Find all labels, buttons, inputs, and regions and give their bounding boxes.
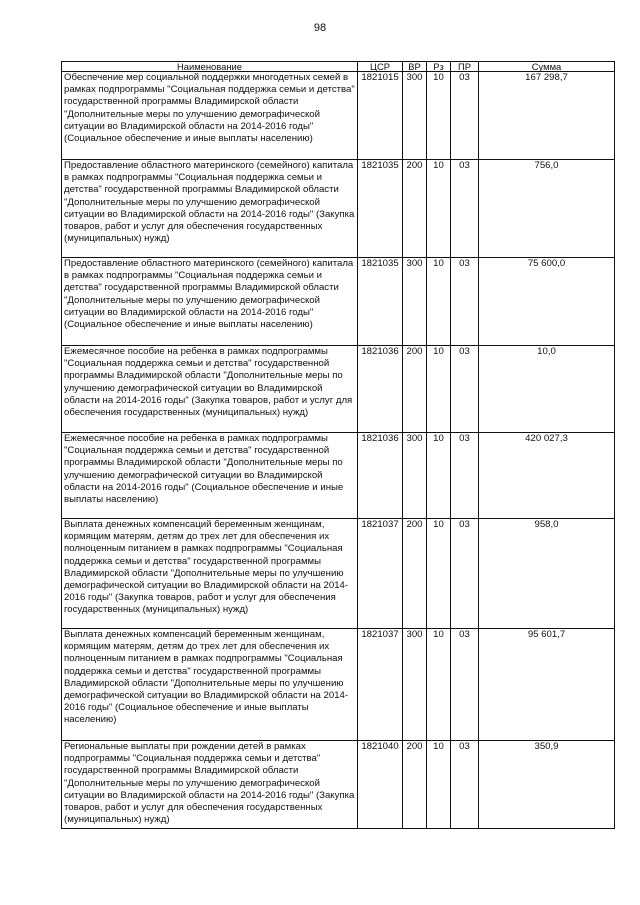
header-pr: ПР [451,62,479,72]
row-pr: 03 [451,519,479,629]
row-rz: 10 [427,258,451,346]
row-pr: 03 [451,741,479,829]
row-rz: 10 [427,160,451,258]
table-row [62,258,615,346]
row-vr: 200 [403,346,427,433]
table-header-row [62,62,615,72]
row-pr: 03 [451,433,479,519]
row-pr: 03 [451,346,479,433]
row-pr: 03 [451,160,479,258]
header-vr: ВР [403,62,427,72]
row-name: Предоставление областного материнского (семейного) капитала в рамках подпрограммы "Социальная поддержка семьи и детства" государственной программы Владимирской области "Дополнительные меры по улучшению демографической ситуации во Владимирской области на 2014-2016 годы" (Закупка товаров, работ и услуг для обеспечения государственных (муниципальных) нужд) [62,160,358,258]
row-name: Ежемесячное пособие на ребенка в рамках подпрограммы "Социальная поддержка семьи и детства" государственной программы Владимирской области "Дополнительные меры по улучшению демографической ситуации во Владимирской области на 2014-2016 годы" (Социальное обеспечение и иные выплаты населению) [62,433,358,519]
row-csr: 1821035 [358,258,403,346]
header-csr: ЦСР [358,62,403,72]
row-rz: 10 [427,629,451,741]
page-number: 98 [313,22,327,34]
row-sum: 756,0 [479,160,615,258]
row-csr: 1821036 [358,346,403,433]
table-row [62,629,615,741]
row-csr: 1821037 [358,629,403,741]
row-rz: 10 [427,72,451,160]
row-vr: 200 [403,519,427,629]
table-row [62,160,615,258]
header-rz: Рз [427,62,451,72]
header-sum: Сумма [479,62,615,72]
row-sum: 350,9 [479,741,615,829]
row-csr: 1821037 [358,519,403,629]
row-csr: 1821015 [358,72,403,160]
row-name: Выплата денежных компенсаций беременным женщинам, кормящим матерям, детям до трех лет для обеспечения их полноценным питанием в рамках подпрограммы "Социальная поддержка семьи и детства" государственной программы Владимирской области "Дополнительные меры по улучшению демографической ситуации во Владимирской области на 2014-2016 годы" (Социальное обеспечение и иные выплаты населению) [62,629,358,741]
row-sum: 95 601,7 [479,629,615,741]
row-pr: 03 [451,258,479,346]
row-sum: 958,0 [479,519,615,629]
row-pr: 03 [451,629,479,741]
row-rz: 10 [427,519,451,629]
table-row [62,346,615,433]
row-vr: 300 [403,258,427,346]
row-name: Ежемесячное пособие на ребенка в рамках подпрограммы "Социальная поддержка семьи и детства" государственной программы Владимирской области "Дополнительные меры по улучшению демографической ситуации во Владимирской области на 2014-2016 годы" (Закупка товаров, работ и услуг для обеспечения государственных (муниципальных) нужд) [62,346,358,433]
table-row [62,519,615,629]
row-sum: 75 600,0 [479,258,615,346]
row-name: Предоставление областного материнского (семейного) капитала в рамках подпрограммы "Социальная поддержка семьи и детства" государственной программы Владимирской области "Дополнительные меры по улучшению демографической ситуации во Владимирской области на 2014-2016 годы" (Социальное обеспечение и иные выплаты населению) [62,258,358,346]
row-name: Выплата денежных компенсаций беременным женщинам, кормящим матерям, детям до трех лет для обеспечения их полноценным питанием в рамках подпрограммы "Социальная поддержка семьи и детства" государственной программы Владимирской области "Дополнительные меры по улучшению демографической ситуации во Владимирской области на 2014-2016 годы" (Закупка товаров, работ и услуг для обеспечения государственных (муниципальных) нужд) [62,519,358,629]
row-csr: 1821035 [358,160,403,258]
header-name: Наименование [62,62,358,72]
row-sum: 10,0 [479,346,615,433]
row-vr: 300 [403,433,427,519]
row-csr: 1821036 [358,433,403,519]
row-sum: 167 298,7 [479,72,615,160]
row-name: Обеспечение мер социальной поддержки многодетных семей в рамках подпрограммы "Социальная поддержка семьи и детства" государственной программы Владимирской области "Дополнительные меры по улучшению демографической ситуации во Владимирской области на 2014-2016 годы" (Социальное обеспечение и иные выплаты населению) [62,72,358,160]
row-rz: 10 [427,433,451,519]
row-pr: 03 [451,72,479,160]
row-rz: 10 [427,346,451,433]
table-row [62,741,615,829]
row-vr: 300 [403,72,427,160]
row-vr: 200 [403,741,427,829]
budget-table [61,61,615,829]
row-rz: 10 [427,741,451,829]
row-vr: 300 [403,629,427,741]
row-sum: 420 027,3 [479,433,615,519]
table-row [62,433,615,519]
row-name: Региональные выплаты при рождении детей в рамках подпрограммы "Социальная поддержка семьи и детства" государственной программы Владимирской области "Дополнительные меры по улучшению демографической ситуации во Владимирской области на 2014-2016 годы" (Закупка товаров, работ и услуг для обеспечения государственных (муниципальных) нужд) [62,741,358,829]
row-csr: 1821040 [358,741,403,829]
row-vr: 200 [403,160,427,258]
table-row [62,72,615,160]
